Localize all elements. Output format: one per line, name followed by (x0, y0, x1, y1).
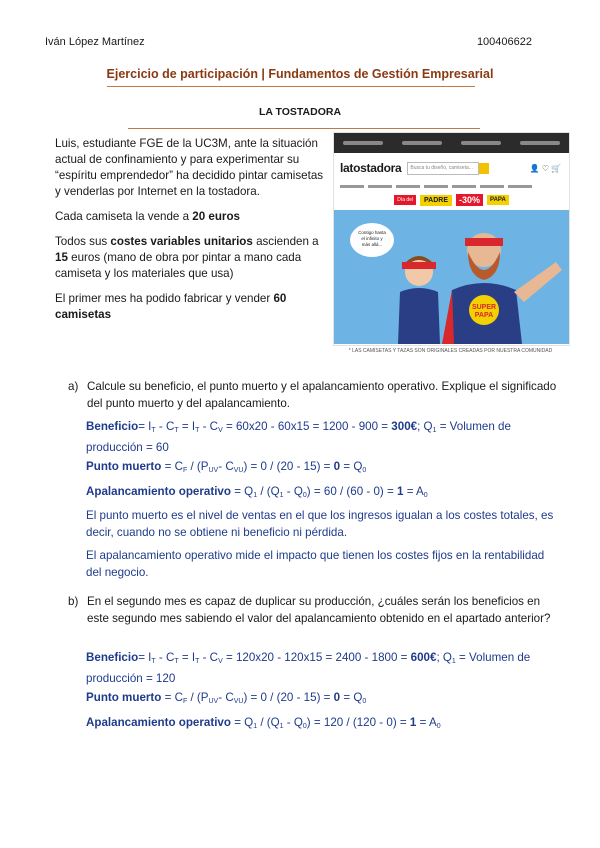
answer-b-beneficio: Beneficio= $I_T - C_T = I_T - C_V = 120x20 - 120x15 = 2400 - 1800$ = 600€; $Q_1$ = Volumen de producción = 120 (86, 651, 531, 685)
store-logo: latostadora (340, 161, 402, 175)
shirt-text: SUPER (471, 304, 497, 311)
image-caption: * LAS CAMISETAS Y TAZAS SON ORIGINALES CREADAS POR NUESTRA COMUNIDAD (348, 348, 553, 354)
title-rule (107, 86, 475, 87)
intro-paragraph-2: Cada camiseta la vende a 20 euros (55, 210, 240, 223)
image-topbar (334, 133, 569, 153)
image-nav (334, 183, 569, 190)
svg-text:Contigo hasta: Contigo hasta (358, 230, 386, 235)
store-screenshot-image (333, 132, 570, 346)
question-a-text: Calcule su beneficio, el punto muerto y el apalancamiento operativo. Explique el significado del punto muerto y del apalancamiento. (87, 380, 557, 410)
intro-paragraph-1: Luis, estudiante FGE de la UC3M, ante la situación actual de confinamiento y para experimentar su “espíritu emprendedor” ha decidido pintar camisetas y venderlas por Internet en la tostadora. (55, 137, 324, 198)
author-name: Iván López Martínez (45, 36, 145, 48)
question-b-text: En el segundo mes es capaz de duplicar su producción, ¿cuáles serán los beneficios en este segundo mes sabiendo el valor del apalancamiento obtenido en el apartado anterior? (87, 595, 551, 625)
section-title: LA TOSTADORA (258, 106, 342, 118)
intro-paragraph-4: El primer mes ha podido fabricar y vender 60 camisetas (55, 292, 287, 321)
svg-text:el infinito y: el infinito y (361, 236, 383, 241)
section-rule (128, 128, 480, 129)
document-title: Ejercicio de participación | Fundamentos de Gestión Empresarial (106, 67, 494, 81)
student-id: 100406622 (476, 36, 532, 48)
answer-a-punto-muerto: Punto muerto = $C_F / (P_{UV}-$ $C_{VU}) = 0 / (20 - 15) = 0 = Q_0$ (86, 460, 367, 474)
image-search-icon (479, 163, 489, 174)
problem-statement (55, 136, 325, 332)
explanation-apalancamiento: El apalancamiento operativo mide el impacto que tienen los costes fijos en la rentabilidad del negocio. (86, 549, 545, 579)
image-search-box: Busca tu diseño, camiseta... (407, 162, 479, 175)
answer-b-apalancamiento: Apalancamiento operativo = $Q_1 / (Q_1 - Q_0) = 120 / (120 - 0) = 1 = A_0$ (86, 716, 441, 730)
promo-banner: Día del PADRE -30% PAPA (334, 190, 569, 210)
answer-a-apalancamiento: Apalancamiento operativo = $Q_1 / (Q_1 - Q_0) = 60 / (60 - 0) = 1 = A_0$ (86, 485, 428, 499)
svg-text:más allá...: más allá... (361, 242, 383, 247)
answer-a-beneficio: Beneficio= $I_T - C_T = I_T - C_V = 60x20 - 60x15 = 1200 - 900$ = 300€; $Q_1$ = Volumen de producción = 60 (86, 420, 511, 454)
photo-illustration (334, 210, 569, 344)
svg-text:PAPA: PAPA (474, 312, 494, 319)
question-a-label: a) (68, 380, 79, 393)
father-daughter-photo (334, 210, 569, 344)
explanation-punto-muerto: El punto muerto es el nivel de ventas en el que los ingresos igualan a los costes totales, es decir, cuando no se obtiene ni beneficio ni pérdida. (86, 509, 554, 539)
question-b-label: b) (68, 595, 79, 608)
image-cart-icons: 👤♡🛒 (529, 163, 563, 173)
answer-b-punto-muerto: Punto muerto = $C_F / (P_{UV}-$ $C_{VU}) = 0 / (20 - 15) = 0 = Q_0$ (86, 691, 367, 705)
intro-paragraph-3: Todos sus costes variables unitarios ascienden a 15 euros (mano de obra por pintar a mano cada camiseta y los materiales que usa) (55, 235, 319, 280)
